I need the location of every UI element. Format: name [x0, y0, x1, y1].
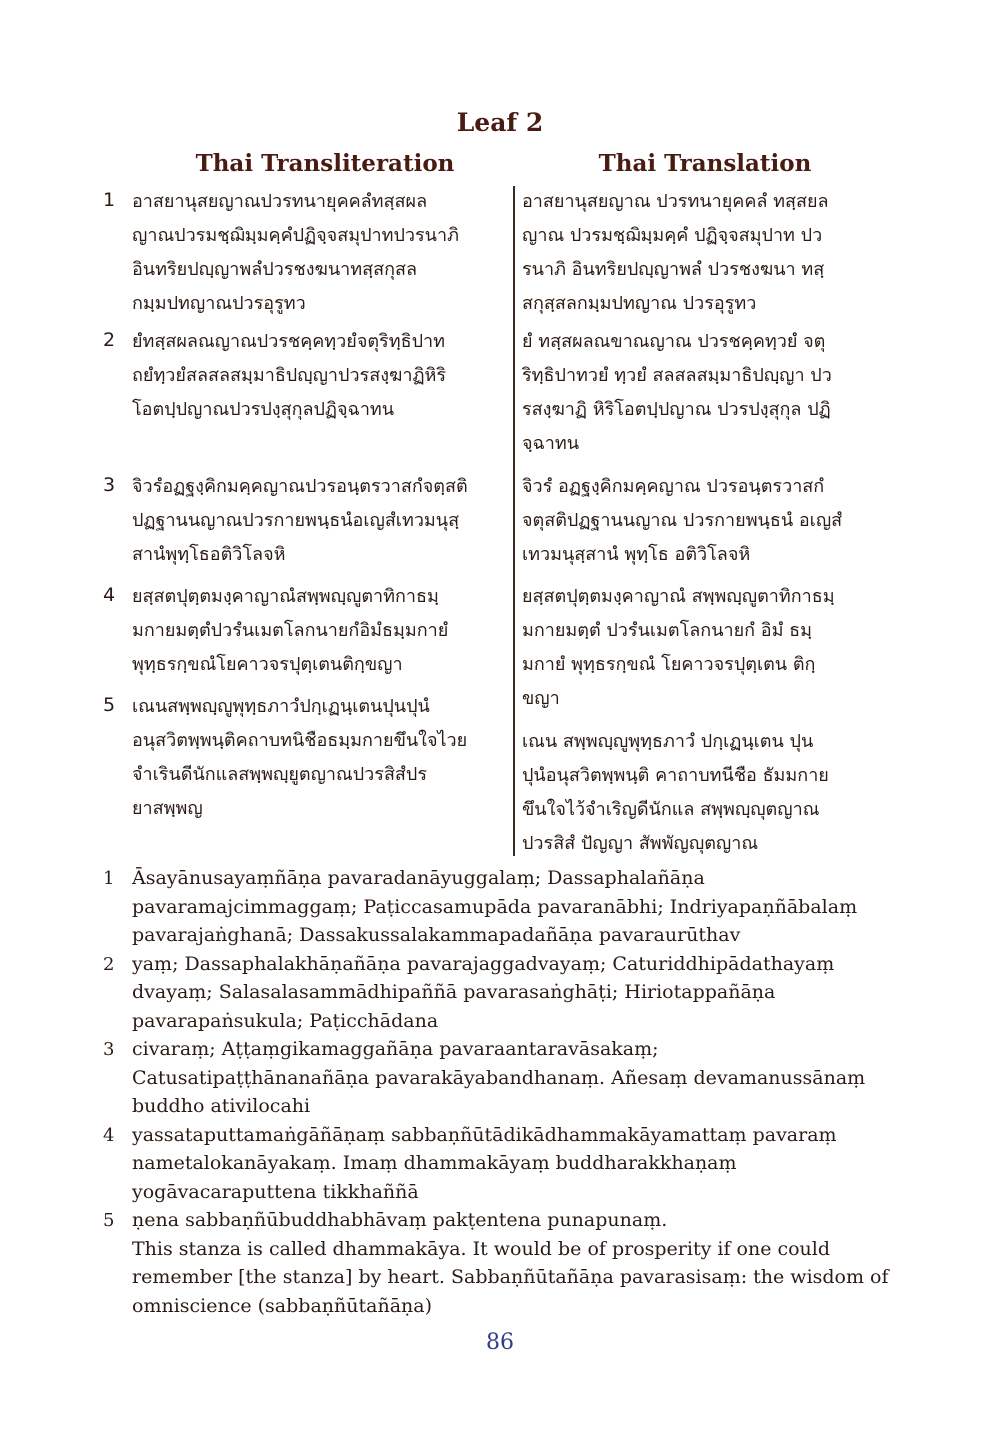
page-number: 86 — [486, 1330, 514, 1355]
translation-line: มกายํ พุทฺธรกฺขณํ โยคาวจรปุตฺเตน ติกฺ — [522, 654, 816, 675]
translation-line: ขญา — [522, 688, 560, 709]
transliteration-line: ยสฺสตปุตฺตมงฺคาญาณํสพฺพญฺญูตาทิกาธมฺ — [132, 586, 439, 607]
transliteration-line: ถยํทฺวยํสลสลสมฺมาธิปญฺญาปวรสงฺฆาฏิหิริ — [132, 365, 447, 386]
transliteration-cell — [132, 325, 507, 427]
translation-line: จตุสติปฏฐานนญาณ ปวรกายพนฺธนํ อเญสํ — [522, 510, 843, 531]
transliteration-line: อนุสวิตพฺพนฺติคถาบทนิชือธมฺมกายขึนใจไวย — [132, 730, 468, 751]
translation-cell — [522, 725, 902, 861]
translation-line: ปุนํอนุสวิตพฺพนฺติ คาถาบทนีชือ ธัมมกาย — [522, 765, 829, 786]
translation-cell — [522, 185, 902, 321]
romanized-line: Catusatipaṭṭhānanañāṇa pavarakāyabandhanaṃ. Añesaṃ devamanussānaṃ — [132, 1066, 866, 1089]
translation-line: เณน สพฺพญฺญูพุทฺธภาวํ ปกฺเฏนฺเตน ปุน — [522, 731, 814, 752]
note-number: 5 — [103, 1210, 115, 1231]
romanized-note — [132, 1035, 912, 1121]
romanized-line: pavarajaṅghanā; Dassakussalakammapadañāṇa pavaraurūthav — [132, 924, 741, 946]
romanized-line: yaṃ; Dassaphalakhāṇañāṇa pavarajaggadvayaṃ; Caturiddhipādathayaṃ — [132, 952, 835, 975]
entry-number: 4 — [103, 584, 116, 606]
note-number: 1 — [103, 868, 115, 889]
transliteration-line: มกายมตฺตํปวรํนเมตโลกนายกํอิมํธมฺมกายํ — [132, 620, 449, 641]
transliteration-line: จำเรินดีนักแลสพฺพญฺยูตญาณปวรสิสํปร — [132, 764, 428, 785]
translation-line: ยสฺสตปุตฺตมงฺคาญาณํ สพฺพญฺญูตาทิกาธมฺ — [522, 586, 835, 607]
leaf-title: Leaf 2 — [456, 108, 544, 137]
column-divider — [513, 186, 515, 856]
romanized-line: pavarapaṅsukula; Paṭicchādana — [132, 1009, 439, 1032]
romanized-line: This stanza is called dhammakāya. It would be of prosperity if one could — [132, 1237, 831, 1260]
transliteration-cell — [132, 580, 507, 682]
column-header-translation: Thai Translation — [598, 150, 812, 177]
romanized-line: Āsayānusayaṃñāṇa pavaradanāyuggalaṃ; Dassaphalañāṇa — [132, 867, 705, 889]
translation-line: จฺฉาทน — [522, 433, 580, 454]
translation-line: เทวมนุสฺสานํ พุทฺโธ อติวิโลจหิ — [522, 544, 751, 565]
translation-line: ปวรสิสํ ปัญญา สัพพัญญุตญาณ — [522, 833, 759, 854]
transliteration-cell — [132, 690, 507, 826]
romanized-line: ṇena sabbaṇñūbuddhabhāvaṃ pakṭentena punapunaṃ. — [132, 1209, 668, 1231]
romanized-line: yogāvacaraputtena tikkhaññā — [132, 1180, 419, 1203]
translation-cell — [522, 580, 902, 716]
transliteration-line: อินทริยปญฺญาพลํปวรชงฆนาทสฺสกุสล — [132, 259, 418, 280]
translation-cell — [522, 325, 902, 461]
entry-number: 3 — [103, 474, 116, 496]
transliteration-line: พุทฺธรกฺขณํโยคาวจรปุตฺเตนติกฺขญา — [132, 654, 403, 675]
romanized-note — [132, 864, 912, 950]
romanized-line: remember [the stanza] by heart. Sabbaṇñūtañāṇa pavarasisaṃ: the wisdom of — [132, 1266, 889, 1288]
note-number: 4 — [103, 1124, 115, 1146]
entry-number: 5 — [103, 694, 116, 716]
translation-line: ขึนใจไว้จำเริญดีนักแล สพฺพญฺญุตญาณ — [522, 799, 820, 820]
romanized-line: civaraṃ; Aṭṭaṃgikamaggañāṇa pavaraantaravāsakaṃ; — [132, 1038, 659, 1060]
note-number: 3 — [103, 1039, 115, 1060]
transliteration-line: ปฏฐานนญาณปวรกายพนฺธนํอเญสํเทวมนุสฺ — [132, 510, 460, 531]
column-header-transliteration: Thai Transliteration — [195, 150, 455, 177]
transliteration-line: โอตปฺปญาณปวรปงฺสุกุลปฏิจฺฉาทน — [132, 399, 395, 420]
translation-line: สกุสฺสลกมฺมปทญาณ ปวรอุรูทว — [522, 293, 757, 314]
translation-line: ยํ ทสฺสผลณขาณญาณ ปวรชคฺคทฺวยํ จตุ — [522, 331, 826, 352]
transliteration-line: ญาณปวรมชฺฌิมฺมคฺคํปฏิจฺจสมุปาทปวรนาภิ — [132, 225, 459, 246]
translation-cell — [522, 470, 902, 572]
romanized-line: pavaramajcimmaggaṃ; Paṭiccasamupāda pavaranābhi; Indriyapaṇñābalaṃ — [132, 895, 858, 918]
transliteration-line: เณนสพฺพญฺญูพุทฺธภาวํปกฺเฏนฺเตนปุนปุนํ — [132, 696, 430, 717]
translation-line: จิวรํ อฏฐงฺคิกมคฺคญาณ ปวรอนฺตรวาสกํ — [522, 476, 825, 497]
romanized-line: omniscience (sabbaṇñūtañāṇa) — [132, 1294, 433, 1317]
note-number: 2 — [103, 953, 115, 975]
transliteration-line: ยํทสฺสผลณญาณปวรชคฺคทฺวยํจตุริทฺธิปาท — [132, 331, 445, 352]
entry-number: 2 — [103, 329, 116, 351]
romanized-note — [132, 950, 912, 1036]
translation-line: รนาภิ อินทริยปญฺญาพลํ ปวรชงฆนา ทสฺ — [522, 259, 825, 280]
transliteration-line: อาสยานุสยญาณปวรทนายุคคลํทสฺสผล — [132, 191, 428, 212]
transliteration-line: กมฺมปทญาณปวรอุรูทว — [132, 293, 306, 314]
romanized-line: dvayaṃ; Salasalasammādhipaññā pavarasaṅghāṭi; Hiriotappañāṇa — [132, 981, 776, 1003]
transliteration-cell — [132, 470, 507, 572]
translation-line: อาสยานุสยญาณ ปวรทนายุคคลํ ทสฺสยล — [522, 191, 829, 212]
romanized-line: buddho ativilocahi — [132, 1095, 311, 1117]
entry-number: 1 — [103, 189, 116, 211]
romanized-note — [132, 1121, 912, 1207]
transliteration-line: ยาสพฺพญ — [132, 798, 203, 819]
translation-line: ริทฺธิปาทวยํ ทฺวยํ สลสลสมฺมาธิปญฺญา ปว — [522, 365, 832, 386]
transliteration-line: จิวรํอฏฐงฺคิกมคฺคญาณปวรอนฺตรวาสกํจตฺสติ — [132, 476, 468, 497]
romanized-line: nametalokanāyakaṃ. Imaṃ dhammakāyaṃ buddharakkhaṇaṃ — [132, 1152, 737, 1174]
transliteration-line: สานํพุทฺโธอติวิโลจหิ — [132, 544, 286, 565]
transliteration-cell — [132, 185, 507, 321]
romanized-line: yassataputtamaṅgāñāṇaṃ sabbaṇñūtādikādhammakāyamattaṃ pavaraṃ — [132, 1123, 837, 1146]
translation-line: รสงฺฆาฏิ หิริโอตปฺปญาณ ปวรปงฺสุกุล ปฏิ — [522, 399, 831, 420]
translation-line: ญาณ ปวรมชฺฌิมฺมคฺคํ ปฏิจฺจสมุปาท ปว — [522, 225, 823, 246]
translation-line: มกายมตฺตํ ปวรํนเมตโลกนายกํ อิมํ ธมฺ — [522, 620, 813, 641]
romanized-note — [132, 1206, 912, 1320]
